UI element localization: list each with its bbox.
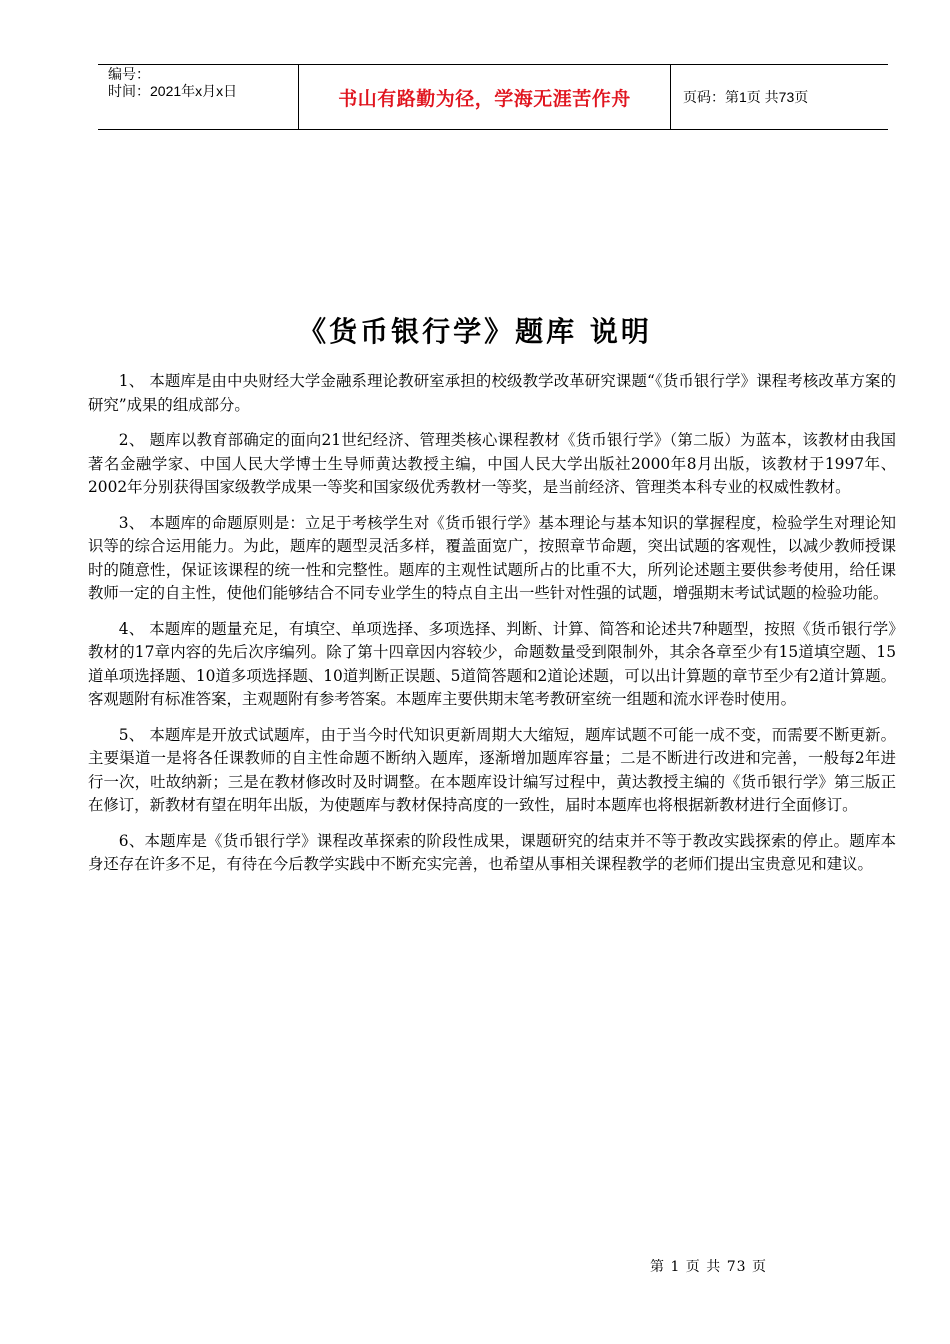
document-body — [88, 370, 896, 889]
paragraph-3: 3、 本题库的命题原则是：立足于考核学生对《货币银行学》基本理论与基本知识的掌握程度，检验学生对理论知识等的综合运用能力。为此，题库的题型灵活多样，覆盖面宽广，按照章节命题，突出试题的客观性，以减少教师授课时的随意性，保证该课程的统一性和完整性。题库的主观性试题所占的比重不大，所列论述题主要供参考使用，给任课教师一定的自主性，使他们能够结合不同专业学生的特点自主出一些针对性强的试题，增强期末考试试题的检验功能。 — [88, 513, 896, 602]
page-footer: 第 1 页 共 73 页 — [650, 1259, 767, 1275]
header-page-cell — [671, 65, 888, 129]
time-label: 时间：2021年x月x日 — [108, 83, 238, 99]
document-title: 《货币银行学》题库 说明 — [298, 315, 652, 348]
paragraph-5: 5、 本题库是开放式试题库，由于当今时代知识更新周期大大缩短，题库试题不可能一成不变，而需要不断更新。主要渠道一是将各任课教师的自主性命题不断纳入题库，逐渐增加题库容量；二是不断进行改进和完善，一般每2年进行一次，吐故纳新；三是在教材修改时及时调整。在本题库设计编写过程中，黄达教授主编的《货币银行学》第三版正在修订，新教材有望在明年出版，为使题库与教材保持高度的一致性，届时本题库也将根据新教材进行全面修订。 — [88, 725, 896, 814]
header-meta-cell — [98, 65, 299, 129]
header-motto-cell — [299, 65, 671, 129]
paragraph-2: 2、 题库以教育部确定的面向21世纪经济、管理类核心课程教材《货币银行学》（第二版）为蓝本，该教材由我国著名金融学家、中国人民大学博士生导师黄达教授主编，中国人民大学出版社2000年8月出版，该教材于1997年、2002年分别获得国家级教学成果一等奖和国家级优秀教材一等奖，是当前经济、管理类本科专业的权威性教材。 — [88, 431, 896, 496]
page-info: 页码：第1页 共73页 — [683, 89, 809, 105]
motto-text: 书山有路勤为径，学海无涯苦作舟 — [338, 87, 631, 110]
paragraph-6: 6、本题库是《货币银行学》课程改革探索的阶段性成果，课题研究的结束并不等于教改实践探索的停止。题库本身还存在许多不足，有待在今后教学实践中不断充实完善，也希望从事相关课程教学的老师们提出宝贵意见和建议。 — [88, 831, 896, 873]
number-label: 编号： — [108, 66, 150, 82]
paragraph-4: 4、 本题库的题量充足，有填空、单项选择、多项选择、判断、计算、简答和论述共7种题型，按照《货币银行学》教材的17章内容的先后次序编列。除了第十四章因内容较少，命题数量受到限制外，其余各章至少有15道填空题、15道单项选择题、10道多项选择题、10道判断正误题、5道简答题和2道论述题，可以出计算题的章节至少有2道计算题。客观题附有标准答案，主观题附有参考答案。本题库主要供期末笔考教研室统一组题和流水评卷时使用。 — [88, 619, 896, 708]
paragraph-1: 1、 本题库是由中央财经大学金融系理论教研室承担的校级教学改革研究课题“《货币银行学》课程考核改革方案的研究”成果的组成部分。 — [88, 372, 896, 414]
header-table — [98, 64, 888, 130]
